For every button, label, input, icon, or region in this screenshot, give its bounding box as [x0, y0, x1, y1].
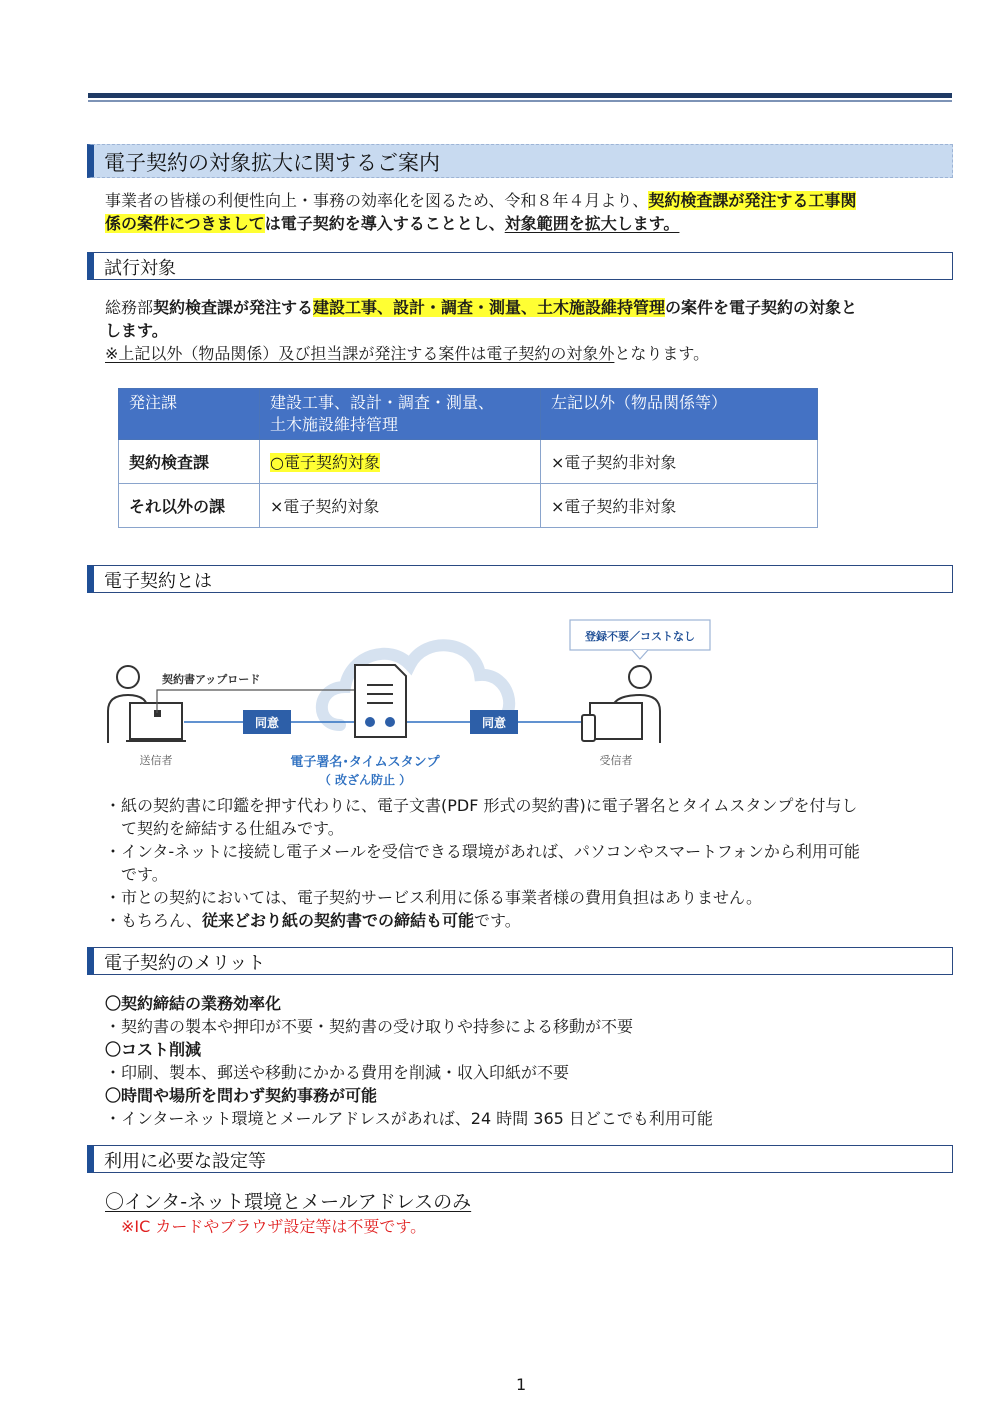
table-cell — [260, 440, 541, 484]
intro-highlight-2: 係の案件につきまして — [105, 214, 265, 233]
table-row — [119, 440, 818, 484]
section-heading-merit — [87, 947, 953, 975]
sender-label: 送信者 — [139, 754, 173, 767]
top-rule-thin — [88, 100, 952, 102]
trial-line-3 — [105, 343, 709, 365]
table-header-row — [119, 389, 818, 440]
intro-line-1 — [105, 190, 856, 212]
trial-text: 総務部 — [105, 298, 154, 317]
agree-label-2: 同意 — [481, 716, 507, 730]
intro-line-2 — [105, 213, 679, 235]
about-bullet-1a: ・紙の契約書に印鑑を押す代わりに、電子文書(PDF 形式の契約書)に電子署名とタイムスタンプを付与し — [105, 796, 858, 815]
bullet-bold: 従来どおり紙の契約書での締結も可能 — [201, 911, 474, 930]
table-header: 発注課 — [119, 389, 260, 440]
badge-pointer — [632, 650, 648, 659]
trial-bold-2: の案件を電子契約の対象と — [665, 298, 858, 317]
bullet-text-end: です。 — [473, 911, 521, 930]
badge-text: 登録不要／コストなし — [585, 630, 695, 643]
about-bullet-4 — [105, 910, 521, 932]
intro-underline: 対象範囲を拡大します。 — [504, 214, 680, 233]
merit-detail-2: ・印刷、製本、郵送や移動にかかる費用を削減・収入印紙が不要 — [105, 1063, 570, 1082]
target-table — [118, 388, 818, 528]
about-bullet-1b: て契約を締結する仕組みです。 — [121, 819, 344, 838]
section-heading-about — [87, 565, 953, 593]
table-header: 左記以外（物品関係等） — [541, 389, 818, 440]
receiver-label: 受信者 — [599, 754, 633, 767]
agree-label-1: 同意 — [254, 716, 280, 730]
trial-bold: 契約検査課が発注する — [153, 298, 314, 317]
table-cell: ×電子契約対象 — [260, 484, 541, 528]
about-bullet-2a: ・インタ-ネットに接続し電子メールを受信できる環境があれば、パソコンやスマートフォンから利用可能 — [105, 842, 860, 861]
about-bullet-2b: です。 — [121, 865, 168, 884]
section-heading-requirements — [87, 1145, 953, 1173]
page-title-box — [87, 144, 953, 178]
trial-line-2: します。 — [105, 321, 168, 340]
merit-detail-1: ・契約書の製本や押印が不要・契約書の受け取りや持参による移動が不要 — [105, 1017, 634, 1036]
requirement-line: 〇インタ-ネット環境とメールアドレスのみ — [105, 1191, 472, 1213]
document-icon — [355, 665, 406, 737]
trial-note-end: となります。 — [614, 344, 710, 363]
merit-title-2: 〇コスト削減 — [105, 1040, 202, 1059]
section-heading-text: 試行対象 — [104, 258, 176, 279]
section-heading-trial — [87, 252, 953, 280]
upload-label: 契約書アップロード — [162, 673, 261, 686]
merit-detail-3: ・インターネット環境とメールアドレスがあれば、24 時間 365 日どこでも利用可能 — [105, 1109, 713, 1128]
trial-highlight: 建設工事、設計・調査・測量、土木施設維持管理 — [313, 298, 666, 317]
header-text: 土木施設維持管理 — [270, 415, 399, 434]
table-cell: それ以外の課 — [119, 484, 260, 528]
section-heading-text: 利用に必要な設定等 — [104, 1151, 266, 1172]
page-number: 1 — [516, 1375, 527, 1394]
tamper-label: （ 改ざん防止 ） — [318, 773, 412, 787]
bullet-text: ・もちろん、 — [105, 911, 202, 930]
merit-title-3: 〇時間や場所を問わず契約事務が可能 — [105, 1086, 378, 1105]
about-bullet-3: ・市との契約においては、電子契約サービス利用に係る事業者様の費用負担はありません。 — [105, 888, 762, 907]
table-cell: ×電子契約非対象 — [541, 484, 818, 528]
trial-note: ※上記以外（物品関係）及び担当課が発注する案件は電子契約の対象外 — [105, 344, 615, 363]
intro-highlight: 契約検査課が発注する工事関 — [648, 191, 857, 210]
merit-title-1: 〇契約締結の業務効率化 — [105, 994, 282, 1013]
table-cell: ×電子契約非対象 — [541, 440, 818, 484]
e-contract-diagram — [100, 615, 920, 795]
requirement-note: ※IC カードやブラウザ設定等は不要です。 — [121, 1217, 427, 1236]
intro-text: 事業者の皆様の利便性向上・事務の効率化を図るため、令和８年４月より、 — [105, 191, 649, 210]
section-heading-text: 電子契約のメリット — [104, 953, 266, 974]
trial-line-1 — [105, 297, 857, 319]
intro-text-2: は電子契約を導入することとし、 — [264, 214, 505, 233]
table-row — [119, 484, 818, 528]
receiver-icon — [582, 666, 660, 743]
table-cell: 契約検査課 — [119, 440, 260, 484]
signature-label: 電子署名･タイムスタンプ — [290, 755, 440, 770]
top-rule — [88, 93, 952, 98]
cell-highlight: ○電子契約対象 — [270, 453, 380, 472]
header-text: 建設工事、設計・調査・測量、 — [270, 393, 495, 412]
page-title: 電子契約の対象拡大に関するご案内 — [104, 151, 440, 175]
section-heading-text: 電子契約とは — [104, 571, 212, 592]
table-header — [260, 389, 541, 440]
